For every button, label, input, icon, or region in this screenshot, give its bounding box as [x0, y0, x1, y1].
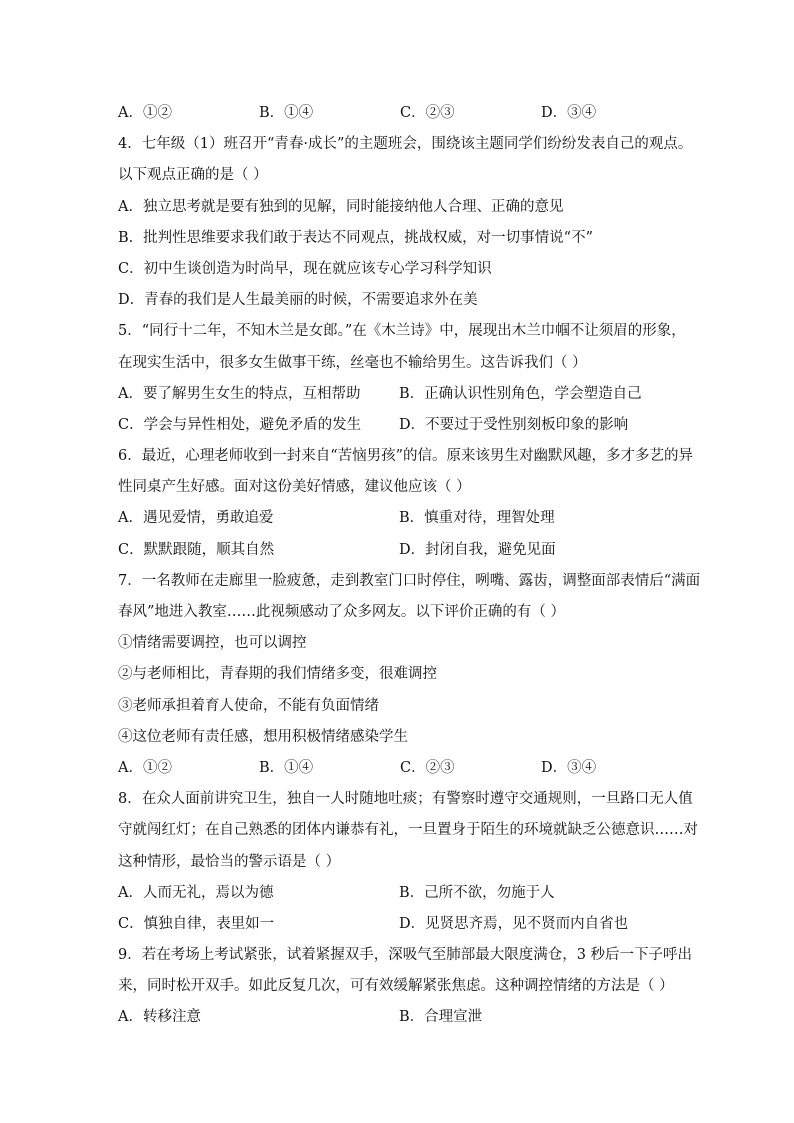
q5-stem-line-1: 5．“同行十二年，不知木兰是女郎。”在《木兰诗》中，展现出木兰巾帼不让须眉的形象，	[118, 323, 686, 340]
q7-option-c: C．②③	[400, 759, 455, 776]
q7-stem-line-2: 春风”地进入教室……此视频感动了众多网友。以下评价正确的有（ ）	[118, 604, 566, 620]
q6-option-d: D．封闭自我，避免见面	[399, 541, 556, 558]
q6-options-row-1	[118, 503, 688, 534]
q8-stem-line-3: 这种情形，最恰当的警示语是（ ）	[118, 853, 341, 870]
q4-option-d: D．青春的我们是人生最美丽的时候，不需要追求外在美	[118, 292, 478, 309]
q3-options	[118, 98, 688, 129]
q6-stem-line-2: 性同桌产生好感。面对这份美好情感，建议他应该（ ）	[118, 479, 471, 496]
q7-option-d: D．③④	[541, 759, 597, 776]
q7-stem-line-1: 7．一名教师在走廊里一脸疲惫，走到教室门口时停住，咧嘴、露齿，调整面部表情后“满面	[118, 572, 701, 589]
q7-statement-3: ③老师承担着育人使命，不能有负面情绪	[118, 697, 379, 714]
q7-option-a: A．①②	[118, 759, 172, 776]
q3-option-b: B．①④	[259, 105, 314, 121]
q4-stem-line-1: 4．七年级（1）班召开“青春·成长”的主题班会，围绕该主题同学们纷纷发表自己的观点。	[118, 136, 693, 153]
q7-option-b: B．①④	[259, 759, 314, 776]
q8-options-row-1	[118, 878, 688, 909]
q7-statement-2: ②与老师相比，青春期的我们情绪多变，很难调控	[118, 666, 437, 683]
q4-stem-line-2: 以下观点正确的是（ ）	[118, 167, 268, 184]
q5-stem-line-2: 在现实生活中，很多女生做事干练，丝毫也不输给男生。这告诉我们（ ）	[118, 354, 587, 371]
q6-options-row-2	[118, 535, 688, 566]
q7-statement-1: ①情绪需要调控，也可以调控	[118, 635, 307, 652]
q8-option-a: A．人而无礼，焉以为德	[118, 884, 274, 901]
q8-options-row-2	[118, 909, 688, 940]
q5-option-a: A．要了解男生女生的特点，互相帮助	[118, 385, 361, 402]
q5-option-b: B．正确认识性别角色，学会塑造自己	[399, 385, 642, 402]
q8-option-b: B．己所不欲，勿施于人	[399, 884, 555, 901]
q3-option-d: D．③④	[541, 105, 597, 121]
q4-option-c: C．初中生谈创造为时尚早，现在就应该专心学习科学知识	[118, 260, 492, 277]
exam-page	[118, 98, 701, 1034]
q8-stem-line-2: 守就闯红灯；在自己熟悉的团体内谦恭有礼，一旦置身于陌生的环境就缺乏公德意识……对	[118, 822, 698, 839]
q9-stem-line-2: 来，同时松开双手。如此反复几次，可有效缓解紧张焦虑。这种调控情绪的方法是（ ）	[118, 978, 674, 995]
q6-option-a: A．遇见爱情，勇敢追爱	[118, 510, 274, 527]
q9-option-b: B．合理宣泄	[399, 1009, 483, 1026]
q3-option-c: C．②③	[400, 105, 455, 121]
q6-option-c: C．默默跟随，顺其自然	[118, 541, 275, 558]
q8-option-c: C．慎独自律，表里如一	[118, 915, 275, 932]
q4-option-b: B．批判性思维要求我们敢于表达不同观点，挑战权威，对一切事情说“不”	[118, 229, 593, 246]
q5-option-d: D．不要过于受性别刻板印象的影响	[399, 416, 629, 433]
q9-stem-line-1: 9．若在考场上考试紧张，试着紧握双手，深吸气至肺部最大限度满仓，3 秒后一下子呼出	[118, 947, 693, 964]
q3-option-a: A．①②	[118, 105, 172, 121]
q7-statement-4: ④这位老师有责任感，想用积极情绪感染学生	[118, 728, 408, 745]
q8-stem-line-1: 8．在众人面前讲究卫生，独自一人时随地吐痰；有警察时遵守交通规则，一旦路口无人值	[118, 791, 693, 808]
q6-option-b: B．慎重对待，理智处理	[399, 510, 555, 527]
q6-stem-line-1: 6．最近，心理老师收到一封来自“苦恼男孩”的信。原来该男生对幽默风趣，多才多艺的异	[118, 448, 694, 465]
q4-option-a: A．独立思考就是要有独到的见解，同时能接纳他人合理、正确的意见	[118, 198, 564, 215]
q9-option-a: A．转移注意	[118, 1009, 201, 1026]
q8-option-d: D．见贤思齐焉，见不贤而内自省也	[399, 915, 629, 932]
q5-options-row-1	[118, 379, 688, 410]
q7-options	[118, 753, 688, 784]
q5-options-row-2	[118, 410, 688, 441]
q5-option-c: C．学会与异性相处，避免矛盾的发生	[118, 416, 362, 433]
q9-options-row-1	[118, 1002, 688, 1033]
